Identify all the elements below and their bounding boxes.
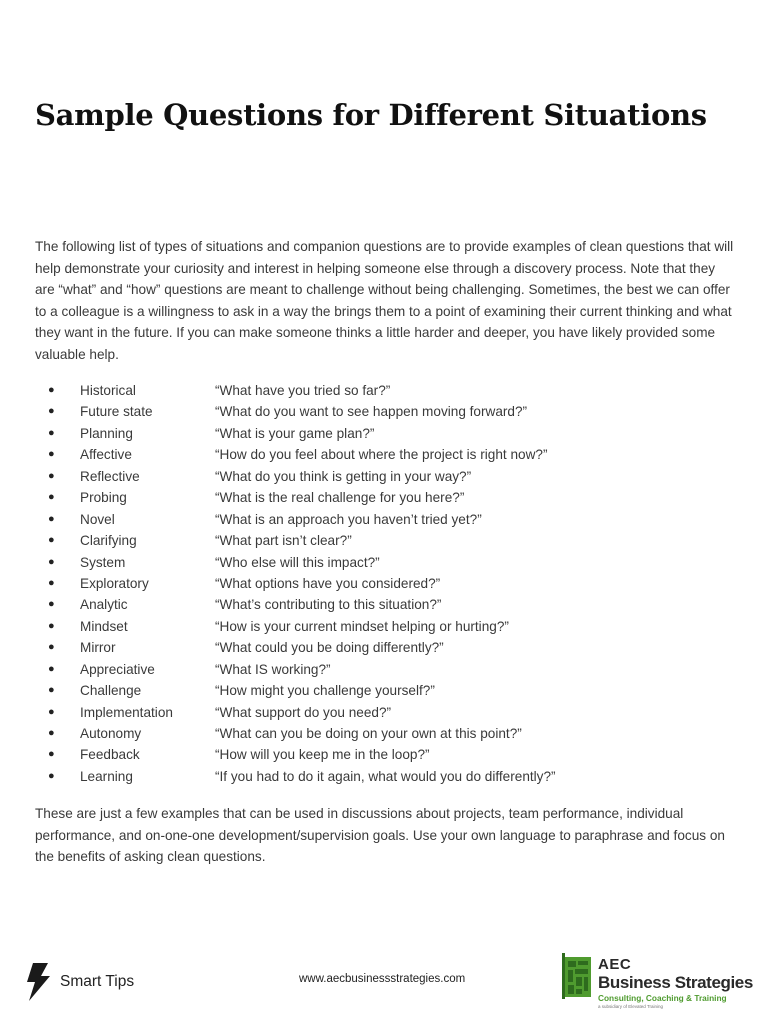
logo-subtext: a subsidiary of Elevated Training [598,1004,664,1009]
logo-name-text: Business Strategies [598,973,753,992]
list-item [35,444,735,465]
list-item [35,637,735,658]
page-title: Sample Questions for Different Situations [35,98,707,132]
intro-paragraph: The following list of types of situations and companion questions are to provide examples of clean questions that will help demonstrate your curiosity and interest in helping someone else through a discovery process. Note that they are “what” and “how” questions are meant to challenge without being challenging. Sometimes, the best we can offer to a colleague is a willingness to ask in a way the brings them to a point of examining their current thinking and what they want in the future. If you can make someone thinks a little harder and deeper, you have likely provided some valuable help. [35,239,734,362]
list-item [35,594,735,615]
bullet-icon: ● [48,598,55,611]
list-item [35,702,735,723]
website-link[interactable]: www.aecbusinessstrategies.com [299,973,466,985]
situation-type: Future state [80,404,153,420]
sample-question: “What do you want to see happen moving forward?” [215,404,528,420]
smart-tips-brand [24,962,134,1002]
situation-type: Probing [80,490,127,506]
bullet-icon: ● [48,448,55,461]
bullet-icon: ● [48,748,55,761]
situation-type: Planning [80,425,133,441]
situation-type: Novel [80,511,115,527]
bullet-icon: ● [48,769,55,782]
situation-type: Analytic [80,597,128,613]
sample-question: “What part isn’t clear?” [215,533,352,549]
situation-type: Implementation [80,704,173,720]
sample-question: “If you had to do it again, what would you do differently?” [215,768,556,784]
list-item [35,380,735,401]
list-item [35,401,735,422]
list-item [35,466,735,487]
sample-question: “What is your game plan?” [215,425,375,441]
situation-type: System [80,554,126,570]
bullet-icon: ● [48,619,55,632]
sample-question: “What’s contributing to this situation?” [215,597,442,613]
list-item [35,766,735,787]
list-item [35,659,735,680]
list-item [35,573,735,594]
situation-type: Reflective [80,468,140,484]
bullet-icon: ● [48,405,55,418]
sample-question: “What is the real challenge for you here?” [215,490,465,506]
sample-question: “How is your current mindset helping or hurting?” [215,618,509,634]
lightning-bolt-icon [24,962,54,1002]
bullet-icon: ● [48,662,55,675]
list-item [35,723,735,744]
brand-label: Smart Tips [60,973,135,990]
situation-type: Historical [80,383,136,398]
situation-type: Mindset [80,618,128,634]
bullet-icon: ● [48,576,55,589]
bullet-icon: ● [48,426,55,439]
bullet-icon: ● [48,555,55,568]
bullet-icon: ● [48,469,55,482]
list-item [35,487,735,508]
list-item [35,423,735,444]
situation-type: Autonomy [80,726,142,741]
sample-question: “What have you tried so far?” [215,383,391,398]
sample-question: “What options have you considered?” [215,575,441,591]
logo-tagline: Consulting, Coaching & Training [598,993,727,1003]
sample-question: “What could you be doing differently?” [215,640,444,656]
sample-question: “What support do you need?” [215,704,392,720]
sample-question: “What is an approach you haven’t tried yet?” [215,511,482,527]
list-item [35,509,735,530]
situation-type: Mirror [80,640,116,656]
bullet-icon: ● [48,534,55,547]
list-item [35,616,735,637]
situation-type: Appreciative [80,661,155,677]
logo-mark-icon [562,953,594,999]
list-item [35,530,735,551]
bullet-icon: ● [48,727,55,739]
sample-question: “How will you keep me in the loop?” [215,747,430,763]
closing-paragraph: These are just a few examples that can be used in discussions about projects, team performance, individual performance, and on-one-one development/supervision goals. Use your own language to paraphrase and focus on the benefits of asking clean questions. [35,806,725,865]
bullet-icon: ● [48,705,55,718]
sample-question: “What can you be doing on your own at this point?” [215,726,522,741]
situation-type: Clarifying [80,533,137,549]
list-item [35,552,735,573]
bullet-icon: ● [48,491,55,504]
situation-type: Feedback [80,747,140,763]
situation-type: Exploratory [80,575,149,591]
situation-type: Challenge [80,683,142,699]
aec-business-strategies-logo [562,953,762,1013]
logo-aec-text: AEC [598,956,632,973]
situation-type: Learning [80,768,133,784]
bullet-icon: ● [48,641,55,654]
bullet-icon: ● [48,512,55,525]
list-item [35,680,735,701]
sample-question: “Who else will this impact?” [215,554,380,570]
sample-question: “How do you feel about where the project is right now?” [215,447,548,463]
list-item [35,744,735,765]
bullet-icon: ● [48,384,55,396]
sample-question: “What IS working?” [215,661,331,677]
sample-question: “What do you think is getting in your way?” [215,468,472,484]
question-list [35,380,735,787]
bullet-icon: ● [48,684,55,697]
situation-type: Affective [80,447,132,463]
sample-question: “How might you challenge yourself?” [215,683,435,699]
